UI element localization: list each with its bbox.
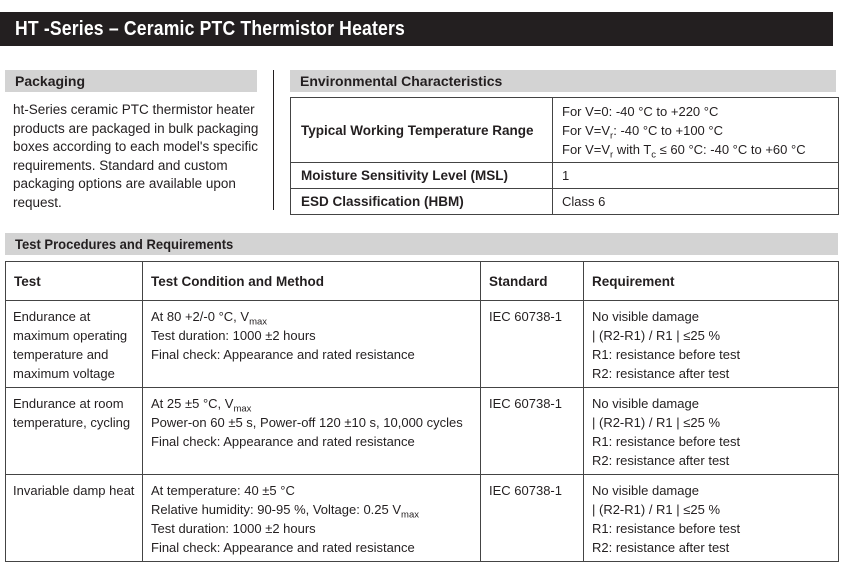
requirement-cell: No visible damage | (R2-R1) / R1 | ≤25 % R1: resistance before test R2: resistance after test (584, 301, 839, 388)
env-row-value: Class 6 (553, 189, 839, 215)
standard-cell: IEC 60738-1 (481, 301, 584, 388)
column-header-condition: Test Condition and Method (143, 262, 481, 301)
env-row-value: For V=0: -40 °C to +220 °C For $V=V_r$: -40 °C to +100 °C For $V=V_r$ with $T_c \le 60$ °C: -40 °C to +60 °C (553, 98, 839, 163)
test-name-cell: Endurance at maximum operating temperature and maximum voltage (6, 301, 143, 388)
packaging-body: ht-Series ceramic PTC thermistor heater products are packaged in bulk packaging boxes according to each model's specific requirements. Standard and custom packaging options are available upon request. (13, 102, 259, 210)
upper-sections (0, 70, 842, 215)
env-row-label: Moisture Sensitivity Level (MSL) (291, 163, 553, 189)
table-row (291, 163, 839, 189)
tests-heading-bar (5, 233, 838, 255)
env-row-label: ESD Classification (HBM) (291, 189, 553, 215)
environmental-heading-bar (290, 70, 836, 92)
test-name-cell: Endurance at room temperature, cycling (6, 388, 143, 475)
table-row (6, 475, 839, 562)
standard-cell: IEC 60738-1 (481, 388, 584, 475)
environmental-heading: Environmental Characteristics (300, 73, 503, 89)
datasheet-page (0, 12, 842, 562)
condition-cell: At 80 +2/-0 °C, $V_{max}$ Test duration: 1000 ±2 hours Final check: Appearance and rated resistance (143, 301, 481, 388)
env-row-value: 1 (553, 163, 839, 189)
page-title-bar (0, 12, 833, 46)
packaging-heading: Packaging (15, 73, 86, 89)
table-row (6, 301, 839, 388)
table-header-row (6, 262, 839, 301)
column-header-requirement: Requirement (584, 262, 839, 301)
test-name-cell: Invariable damp heat (6, 475, 143, 562)
environmental-section (290, 70, 838, 215)
requirement-cell: No visible damage | (R2-R1) / R1 | ≤25 % R1: resistance before test R2: resistance after test (584, 475, 839, 562)
page-title: HT -Series – Ceramic PTC Thermistor Heaters (14, 17, 405, 40)
env-row-label: Typical Working Temperature Range (291, 98, 553, 163)
section-divider (273, 70, 274, 210)
table-row (291, 189, 839, 215)
tests-heading: Test Procedures and Requirements (15, 236, 234, 252)
packaging-section (5, 70, 257, 212)
column-header-test: Test (6, 262, 143, 301)
packaging-heading-bar (5, 70, 257, 92)
condition-cell: At 25 ±5 °C, $V_{max}$ Power-on 60 ±5 s, Power-off 120 ±10 s, 10,000 cycles Final check: Appearance and rated resistance (143, 388, 481, 475)
column-header-standard: Standard (481, 262, 584, 301)
environmental-table (290, 97, 839, 215)
condition-cell: At temperature: 40 ±5 °C Relative humidity: 90-95 %, Voltage: 0.25 $V_{max}$ Test duration: 1000 ±2 hours Final check: Appearance and rated resistance (143, 475, 481, 562)
standard-cell: IEC 60738-1 (481, 475, 584, 562)
table-row (291, 98, 839, 163)
table-row (6, 388, 839, 475)
tests-table (5, 261, 839, 562)
requirement-cell: No visible damage | (R2-R1) / R1 | ≤25 % R1: resistance before test R2: resistance after test (584, 388, 839, 475)
